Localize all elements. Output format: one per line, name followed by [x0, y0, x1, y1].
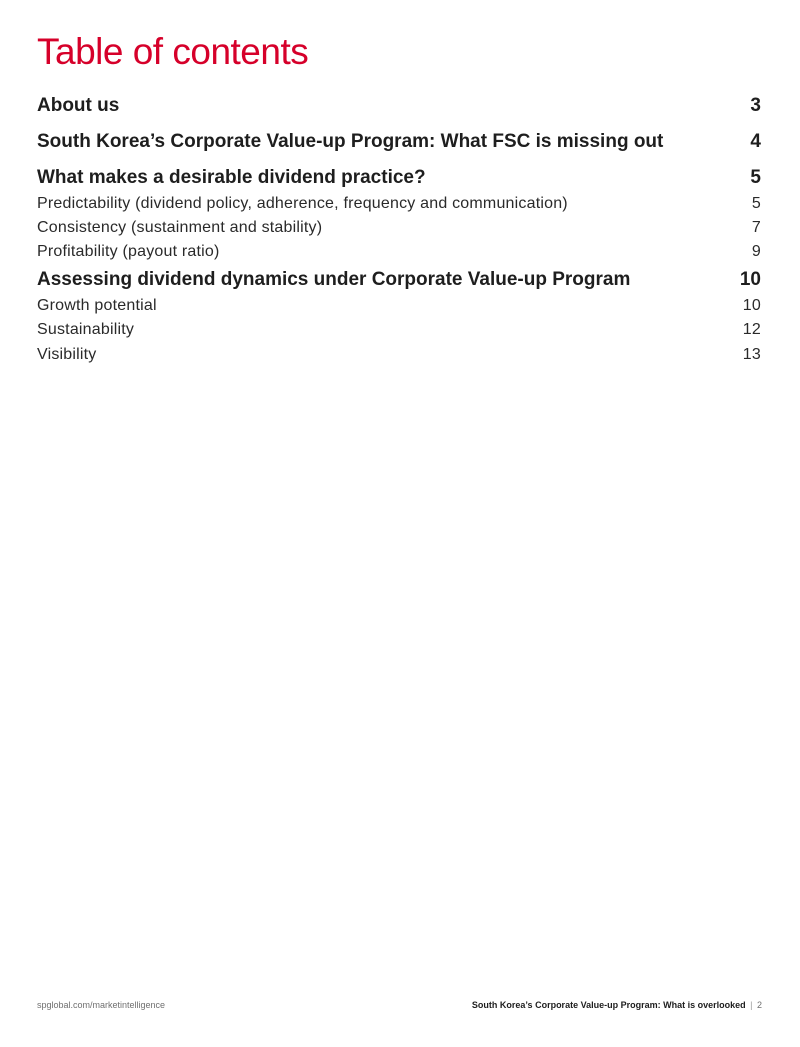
toc-entry-page: 4: [750, 131, 761, 152]
footer-document-title: South Korea’s Corporate Value-up Program: What is overlooked: [471, 1000, 746, 1010]
toc-entry-page: 12: [742, 321, 761, 338]
toc-entry-page: 7: [751, 219, 761, 236]
footer-document-info: [472, 998, 762, 1012]
toc-entry-desirable-dividend[interactable]: [37, 165, 761, 191]
page-title: Table of contents: [37, 31, 309, 72]
toc-entry-assessing-dividend-dynamics[interactable]: [37, 267, 761, 293]
toc-entry-page: 3: [750, 95, 761, 116]
toc-entry-label: Consistency (sustainment and stability): [37, 219, 323, 236]
toc-entry-page: 5: [750, 167, 761, 188]
toc-entry-label: Growth potential: [37, 297, 157, 314]
footer-page-number: 2: [756, 1000, 762, 1010]
toc-entry-about-us[interactable]: [37, 93, 761, 119]
toc-entry-page: 13: [742, 346, 761, 363]
toc-entry-page: 10: [739, 269, 761, 290]
toc-entry-label: South Korea’s Corporate Value-up Program: What FSC is missing out: [37, 131, 664, 152]
footer-website-link[interactable]: spglobal.com/marketintelligence: [37, 1000, 166, 1010]
toc-entry-label: What makes a desirable dividend practice?: [37, 167, 426, 188]
toc-entry-label: Visibility: [37, 346, 97, 363]
toc-entry-page: 9: [751, 243, 761, 260]
toc-entry-visibility[interactable]: [37, 344, 761, 366]
toc-entry-label: Assessing dividend dynamics under Corporate Value-up Program: [37, 269, 631, 290]
page-footer: [37, 998, 762, 1012]
toc-entry-page: 5: [751, 195, 761, 212]
toc-entry-growth-potential[interactable]: [37, 295, 761, 317]
footer-separator: |: [750, 1000, 753, 1010]
toc-entry-consistency[interactable]: [37, 217, 761, 239]
toc-entry-value-up-program[interactable]: [37, 129, 761, 155]
toc-entry-predictability[interactable]: [37, 193, 761, 215]
toc-entry-profitability[interactable]: [37, 241, 761, 263]
toc-entry-sustainability[interactable]: [37, 319, 761, 341]
toc-entry-label: Predictability (dividend policy, adherence, frequency and communication): [37, 195, 568, 212]
toc-entry-label: Sustainability: [37, 321, 135, 338]
toc-entry-page: 10: [742, 297, 761, 314]
toc-entry-label: About us: [37, 95, 120, 116]
toc-entry-label: Profitability (payout ratio): [37, 243, 220, 260]
